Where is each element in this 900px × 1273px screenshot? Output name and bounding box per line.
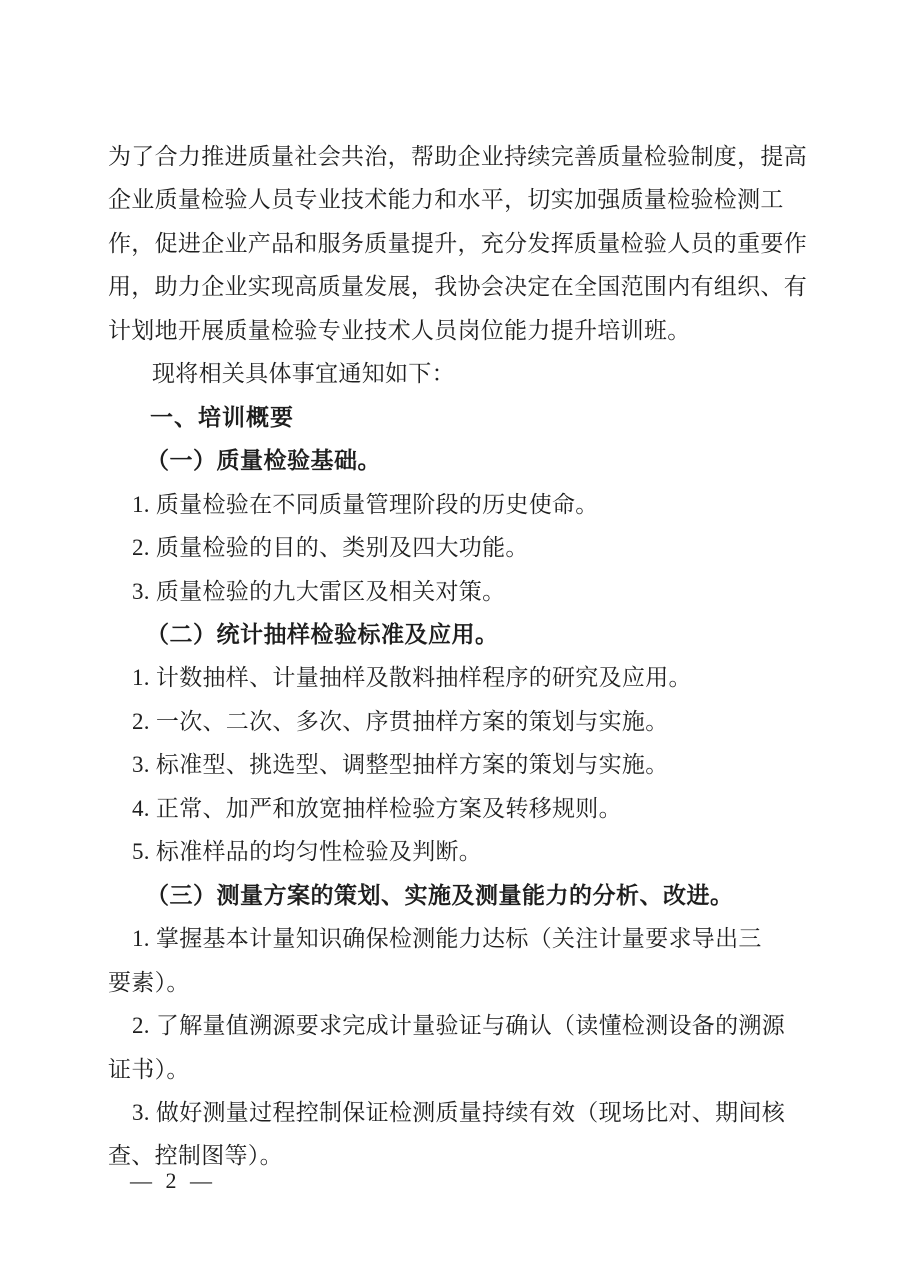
list-item: 3. 标准型、挑选型、调整型抽样方案的策划与实施。 — [132, 752, 669, 778]
list-item: 5. 标准样品的均匀性检验及判断。 — [132, 839, 483, 865]
section-heading: 一、培训概要 — [150, 403, 294, 430]
list-item: 1. 计数抽样、计量抽样及散料抽样程序的研究及应用。 — [132, 665, 692, 691]
paragraph-line: 为了合力推进质量社会共治，帮助企业持续完善质量检验制度，提高 — [108, 144, 807, 169]
paragraph-line: 计划地开展质量检验专业技术人员岗位能力提升培训班。 — [108, 317, 691, 343]
paragraph-line: 企业质量检验人员专业技术能力和水平，切实加强质量检验检测工 — [108, 187, 784, 213]
list-item-continuation: 证书）。 — [108, 1056, 190, 1082]
subsection-heading: （一）质量检验基础。 — [146, 448, 381, 474]
list-item: 2. 一次、二次、多次、序贯抽样方案的策划与实施。 — [132, 708, 669, 734]
list-item: 2. 了解量值溯源要求完成计量验证与确认（读懂检测设备的溯源 — [132, 1013, 785, 1039]
subsection-heading: （三）测量方案的策划、实施及测量能力的分析、改进。 — [146, 882, 734, 908]
list-item: 3. 做好测量过程控制保证检测质量持续有效（现场比对、期间核 — [132, 1099, 785, 1125]
list-item: 1. 质量检验在不同质量管理阶段的历史使命。 — [132, 491, 599, 517]
page-number: — 2 — — [130, 1168, 216, 1193]
list-item: 3. 质量检验的九大雷区及相关对策。 — [132, 578, 506, 604]
list-item-continuation: 要素）。 — [108, 969, 190, 995]
paragraph-line: 用，助力企业实现高质量发展，我协会决定在全国范围内有组织、有 — [108, 274, 807, 300]
list-item: 1. 掌握基本计量知识确保检测能力达标（关注计量要求导出三 — [132, 926, 762, 952]
document-body — [108, 135, 808, 1178]
list-item-continuation: 查、控制图等）。 — [108, 1143, 283, 1169]
notice-intro-line: 现将相关具体事宜通知如下： — [152, 361, 455, 387]
paragraph-line: 作，促进企业产品和服务质量提升，充分发挥质量检验人员的重要作 — [108, 230, 807, 256]
subsection-heading: （二）统计抽样检验标准及应用。 — [146, 621, 499, 647]
list-item: 4. 正常、加严和放宽抽样检验方案及转移规则。 — [132, 795, 622, 821]
list-item: 2. 质量检验的目的、类别及四大功能。 — [132, 535, 529, 561]
